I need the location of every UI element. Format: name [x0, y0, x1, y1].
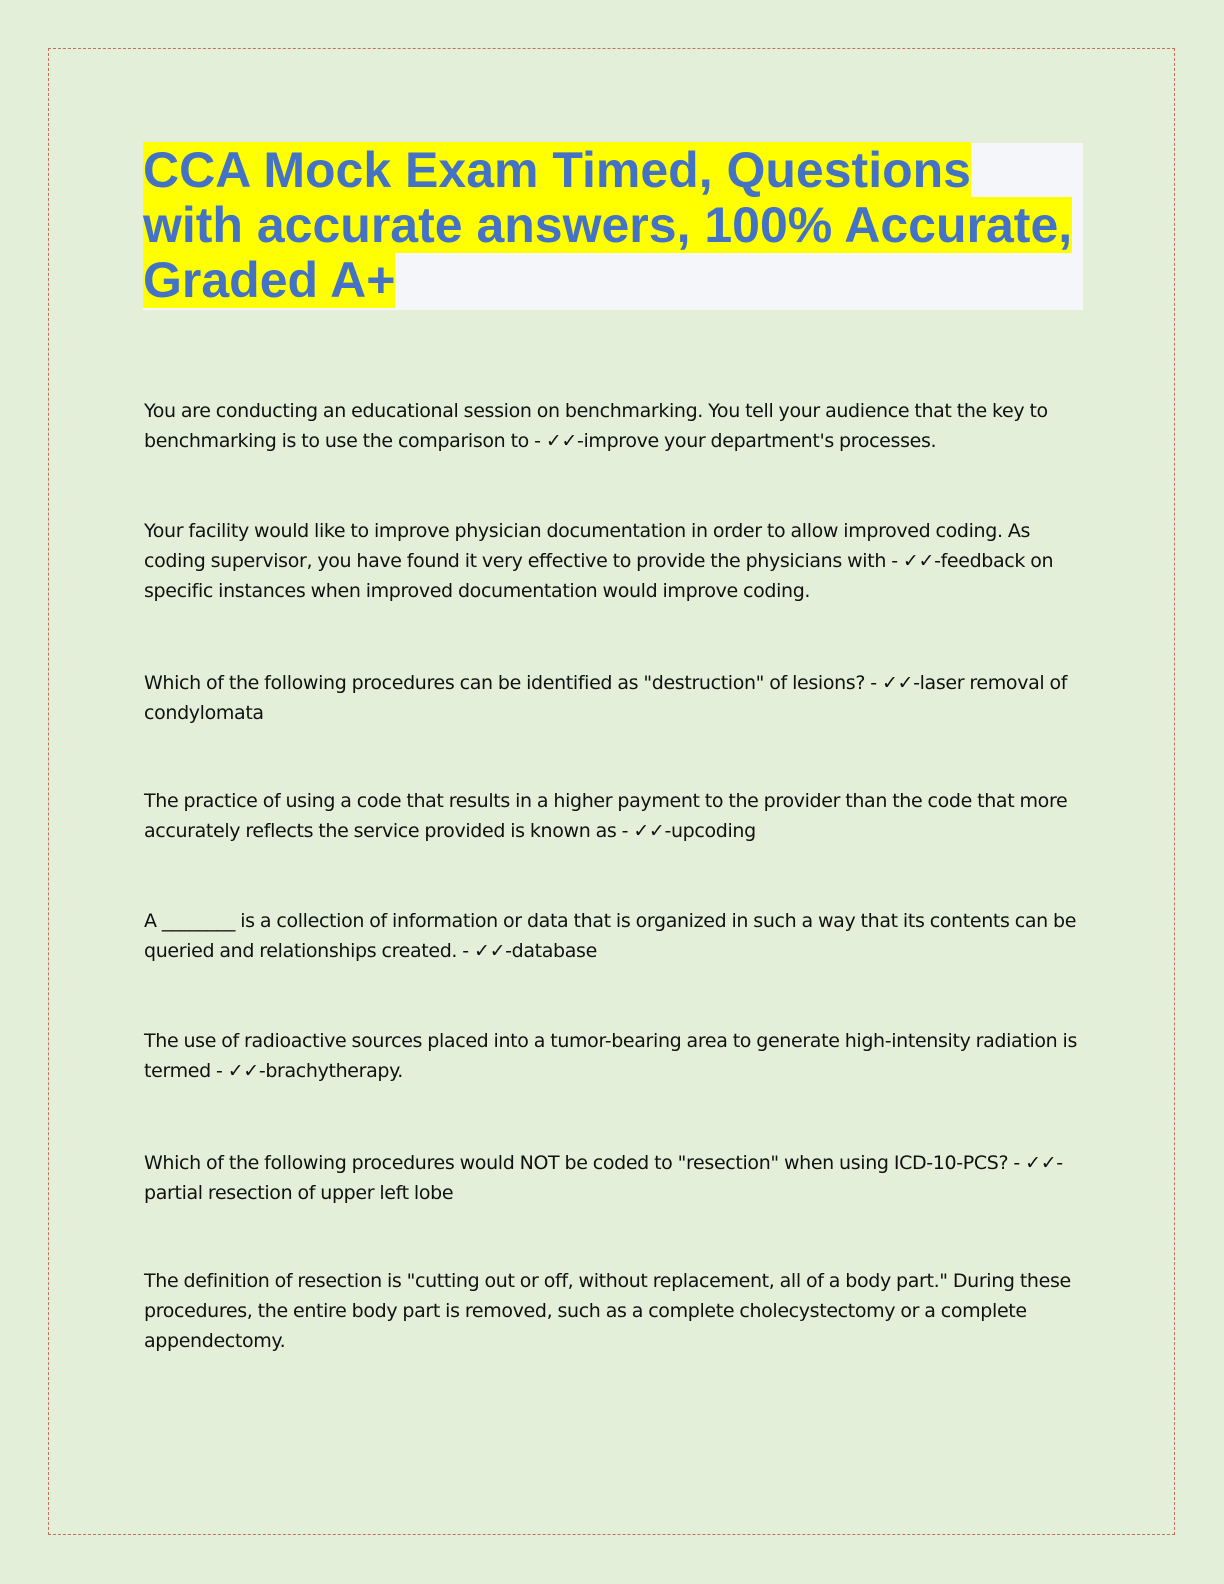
answer-text: -feedback on specific instances when improved documentation would improve coding. — [144, 550, 1054, 602]
question-text: Which of the following procedures would NOT be coded to "resection" when using ICD-10-PCS? - — [144, 1152, 1020, 1174]
double-check-icon: ✓✓ — [633, 820, 665, 842]
double-check-icon: ✓✓ — [545, 430, 577, 452]
document-title — [143, 143, 1083, 308]
answer-text: -database — [505, 940, 597, 962]
question-text: Which of the following procedures can be identified as "destruction" of lesions? - — [144, 672, 877, 694]
resection-definition-note: The definition of resection is "cutting out or off, without replacement, all of a body part." During these procedures, the entire body part is removed, such as a complete cholecystectomy or a complete appendectomy. — [144, 1270, 1071, 1352]
answer-text: -improve your department's processes. — [576, 430, 937, 452]
question-text: You are conducting an educational session on benchmarking. You tell your audience that the key to benchmarking is to use the comparison to - — [144, 400, 1048, 452]
double-check-icon: ✓✓ — [474, 940, 506, 962]
qa-item-2 — [144, 516, 1084, 606]
answer-text: -brachytherapy. — [258, 1060, 403, 1082]
qa-item-7 — [144, 1148, 1084, 1208]
qa-item-4 — [144, 786, 1084, 846]
question-text: A ________ is a collection of information or data that is organized in such a way that its contents can be queried and relationships created. - — [144, 910, 1077, 962]
qa-item-6 — [144, 1026, 1084, 1086]
answer-text: -laser removal of condylomata — [144, 672, 1068, 724]
answer-text: -partial resection of upper left lobe — [144, 1152, 1063, 1204]
title-block — [143, 143, 1083, 310]
qa-item-1 — [144, 396, 1084, 456]
answer-text: -upcoding — [664, 820, 756, 842]
title-highlight: CCA Mock Exam Timed, Questions with accurate answers, 100% Accurate, Graded A+ — [143, 142, 1073, 308]
qa-item-3 — [144, 668, 1084, 728]
double-check-icon: ✓✓ — [902, 550, 935, 572]
qa-list — [144, 396, 1084, 1356]
qa-item-5 — [144, 906, 1084, 966]
question-text: Your facility would like to improve physician documentation in order to allow improved coding. As coding supervisor, you have found it very effective to provide the physicians with - — [144, 520, 1031, 572]
double-check-icon: ✓✓ — [227, 1060, 259, 1082]
question-text: The use of radioactive sources placed into a tumor-bearing area to generate high-intensity radiation is termed - — [144, 1030, 1078, 1082]
double-check-icon: ✓✓ — [881, 672, 914, 694]
question-text: The practice of using a code that results in a higher payment to the provider than the code that more accurately reflects the service provided is known as - — [144, 790, 1068, 842]
double-check-icon: ✓✓ — [1025, 1152, 1057, 1174]
